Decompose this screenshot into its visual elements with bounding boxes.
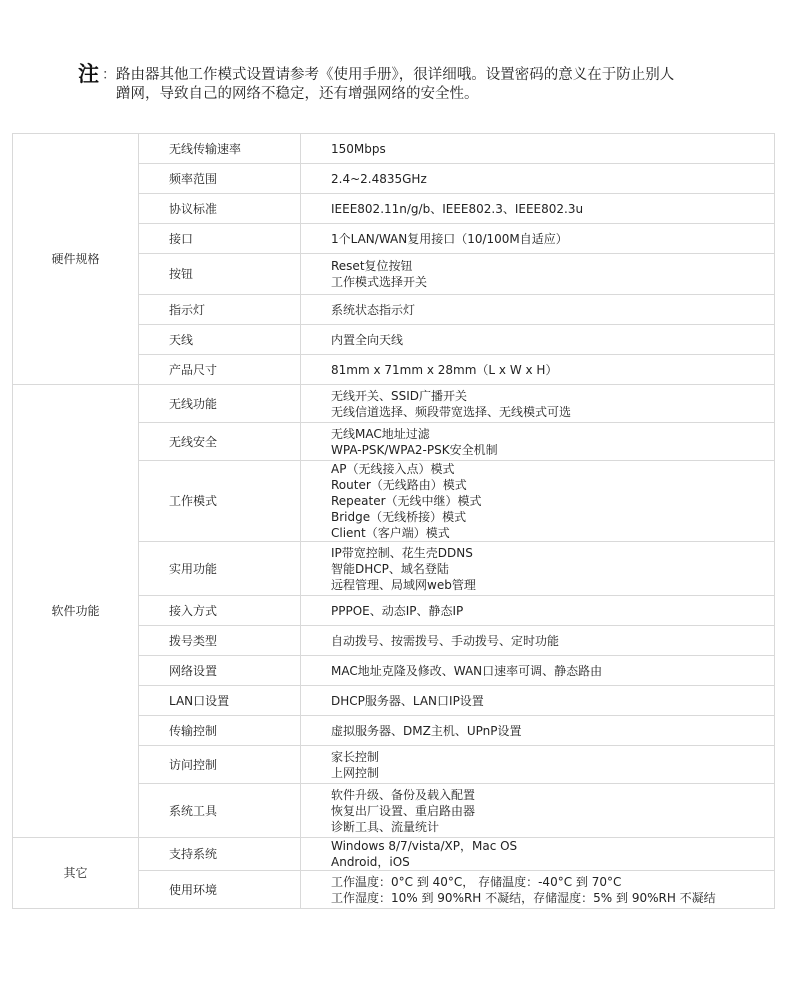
spec-key: 接口 (139, 224, 301, 254)
spec-key: 按钮 (139, 254, 301, 295)
spec-key: 协议标准 (139, 194, 301, 224)
spec-key: 无线传输速率 (139, 134, 301, 164)
spec-value (301, 871, 775, 909)
spec-value-line: IP带宽控制、花生壳DDNS (331, 545, 473, 560)
spec-category: 硬件规格 (13, 134, 139, 385)
spec-value (301, 164, 775, 194)
spec-value (301, 295, 775, 325)
spec-value-line: 恢复出厂设置、重启路由器 (331, 803, 476, 818)
spec-value-line: 虚拟服务器、DMZ主机、UPnP设置 (331, 723, 522, 738)
note-line: 路由器其他工作模式设置请参考《使用手册》，很详细哦。设置密码的意义在于防止别人 (116, 67, 675, 83)
spec-key: 拨号类型 (139, 626, 301, 656)
spec-value-line: Windows 8/7/vista/XP，Mac OS (331, 839, 518, 853)
spec-value (301, 423, 775, 461)
spec-value-line: 软件升级、备份及载入配置 (331, 787, 476, 802)
spec-value-line: Bridge（无线桥接）模式 (331, 510, 467, 524)
spec-value-line: 工作湿度：10% 到 90%RH 不凝结，存储湿度：5% 到 90%RH 不凝结 (331, 890, 716, 905)
spec-value (301, 385, 775, 423)
spec-value-line: 无线信道选择、频段带宽选择、无线模式可选 (331, 404, 572, 419)
spec-value-line: 系统状态指示灯 (331, 302, 416, 317)
spec-value-line: Router（无线路由）模式 (331, 478, 467, 492)
spec-key: 频率范围 (139, 164, 301, 194)
spec-value-line: Repeater（无线中继）模式 (331, 494, 482, 508)
spec-key: 传输控制 (139, 716, 301, 746)
note-mark: 注 (78, 62, 99, 86)
spec-value (301, 254, 775, 295)
spec-key: 支持系统 (139, 838, 301, 871)
spec-value (301, 224, 775, 254)
spec-row (13, 134, 775, 164)
spec-key: 指示灯 (139, 295, 301, 325)
spec-value (301, 461, 775, 542)
spec-value-line: 诊断工具、流量统计 (331, 819, 440, 834)
spec-value (301, 542, 775, 596)
spec-value (301, 596, 775, 626)
spec-value (301, 716, 775, 746)
spec-key: 访问控制 (139, 746, 301, 784)
spec-value-line: 上网控制 (331, 765, 380, 780)
spec-value-line: 智能DHCP、域名登陆 (331, 561, 449, 576)
spec-value-line: 150Mbps (331, 141, 386, 156)
spec-value (301, 784, 775, 838)
spec-value-line: 2.4~2.4835GHz (331, 171, 427, 186)
spec-value-line: 家长控制 (331, 749, 380, 764)
spec-key: 无线功能 (139, 385, 301, 423)
spec-value-line: 内置全向天线 (331, 332, 404, 347)
spec-key: 实用功能 (139, 542, 301, 596)
spec-value-line: 无线开关、SSID广播开关 (331, 388, 468, 403)
spec-value-line: 自动拨号、按需拨号、手动拨号、定时功能 (331, 633, 560, 648)
spec-value-line: 远程管理、局域网web管理 (331, 577, 476, 592)
spec-key: 接入方式 (139, 596, 301, 626)
spec-value (301, 746, 775, 784)
spec-value (301, 194, 775, 224)
spec-key: 网络设置 (139, 656, 301, 686)
spec-value (301, 355, 775, 385)
spec-value-line: 81mm x 71mm x 28mm（L x W x H） (331, 362, 558, 377)
spec-value-line: Client（客户端）模式 (331, 526, 450, 540)
spec-value-line: 1个LAN/WAN复用接口（10/100M自适应） (331, 231, 568, 246)
spec-value (301, 134, 775, 164)
spec-value (301, 626, 775, 656)
note-line: 蹭网，导致自己的网络不稳定，还有增强网络的安全性。 (116, 86, 479, 102)
spec-value-line: IEEE802.11n/g/b、IEEE802.3、IEEE802.3u (331, 201, 584, 216)
note-text (116, 62, 758, 104)
spec-value (301, 325, 775, 355)
spec-key: 无线安全 (139, 423, 301, 461)
spec-value (301, 838, 775, 871)
spec-key: 产品尺寸 (139, 355, 301, 385)
spec-key: 系统工具 (139, 784, 301, 838)
spec-value-line: WPA-PSK/WPA2-PSK安全机制 (331, 442, 498, 457)
spec-value-line: 无线MAC地址过滤 (331, 426, 430, 441)
spec-key: 工作模式 (139, 461, 301, 542)
spec-table (12, 133, 775, 909)
spec-key: 天线 (139, 325, 301, 355)
note-block (78, 62, 758, 104)
spec-value-line: PPPOE、动态IP、静态IP (331, 603, 464, 618)
spec-value-line: Reset复位按钮 (331, 259, 413, 273)
spec-value-line: 工作温度：0°C 到 40°C， 存储温度：-40°C 到 70°C (331, 874, 622, 889)
spec-value (301, 656, 775, 686)
spec-category: 其它 (13, 838, 139, 909)
spec-value-line: 工作模式选择开关 (331, 275, 428, 289)
spec-row (13, 838, 775, 871)
spec-row (13, 385, 775, 423)
note-colon: ： (102, 67, 116, 83)
spec-value-line: Android，iOS (331, 855, 410, 869)
spec-category: 软件功能 (13, 385, 139, 838)
spec-value-line: AP（无线接入点）模式 (331, 462, 455, 476)
spec-key: 使用环境 (139, 871, 301, 909)
spec-key: LAN口设置 (139, 686, 301, 716)
spec-value-line: DHCP服务器、LAN口IP设置 (331, 693, 484, 708)
spec-value-line: MAC地址克隆及修改、WAN口速率可调、静态路由 (331, 663, 603, 678)
spec-value (301, 686, 775, 716)
